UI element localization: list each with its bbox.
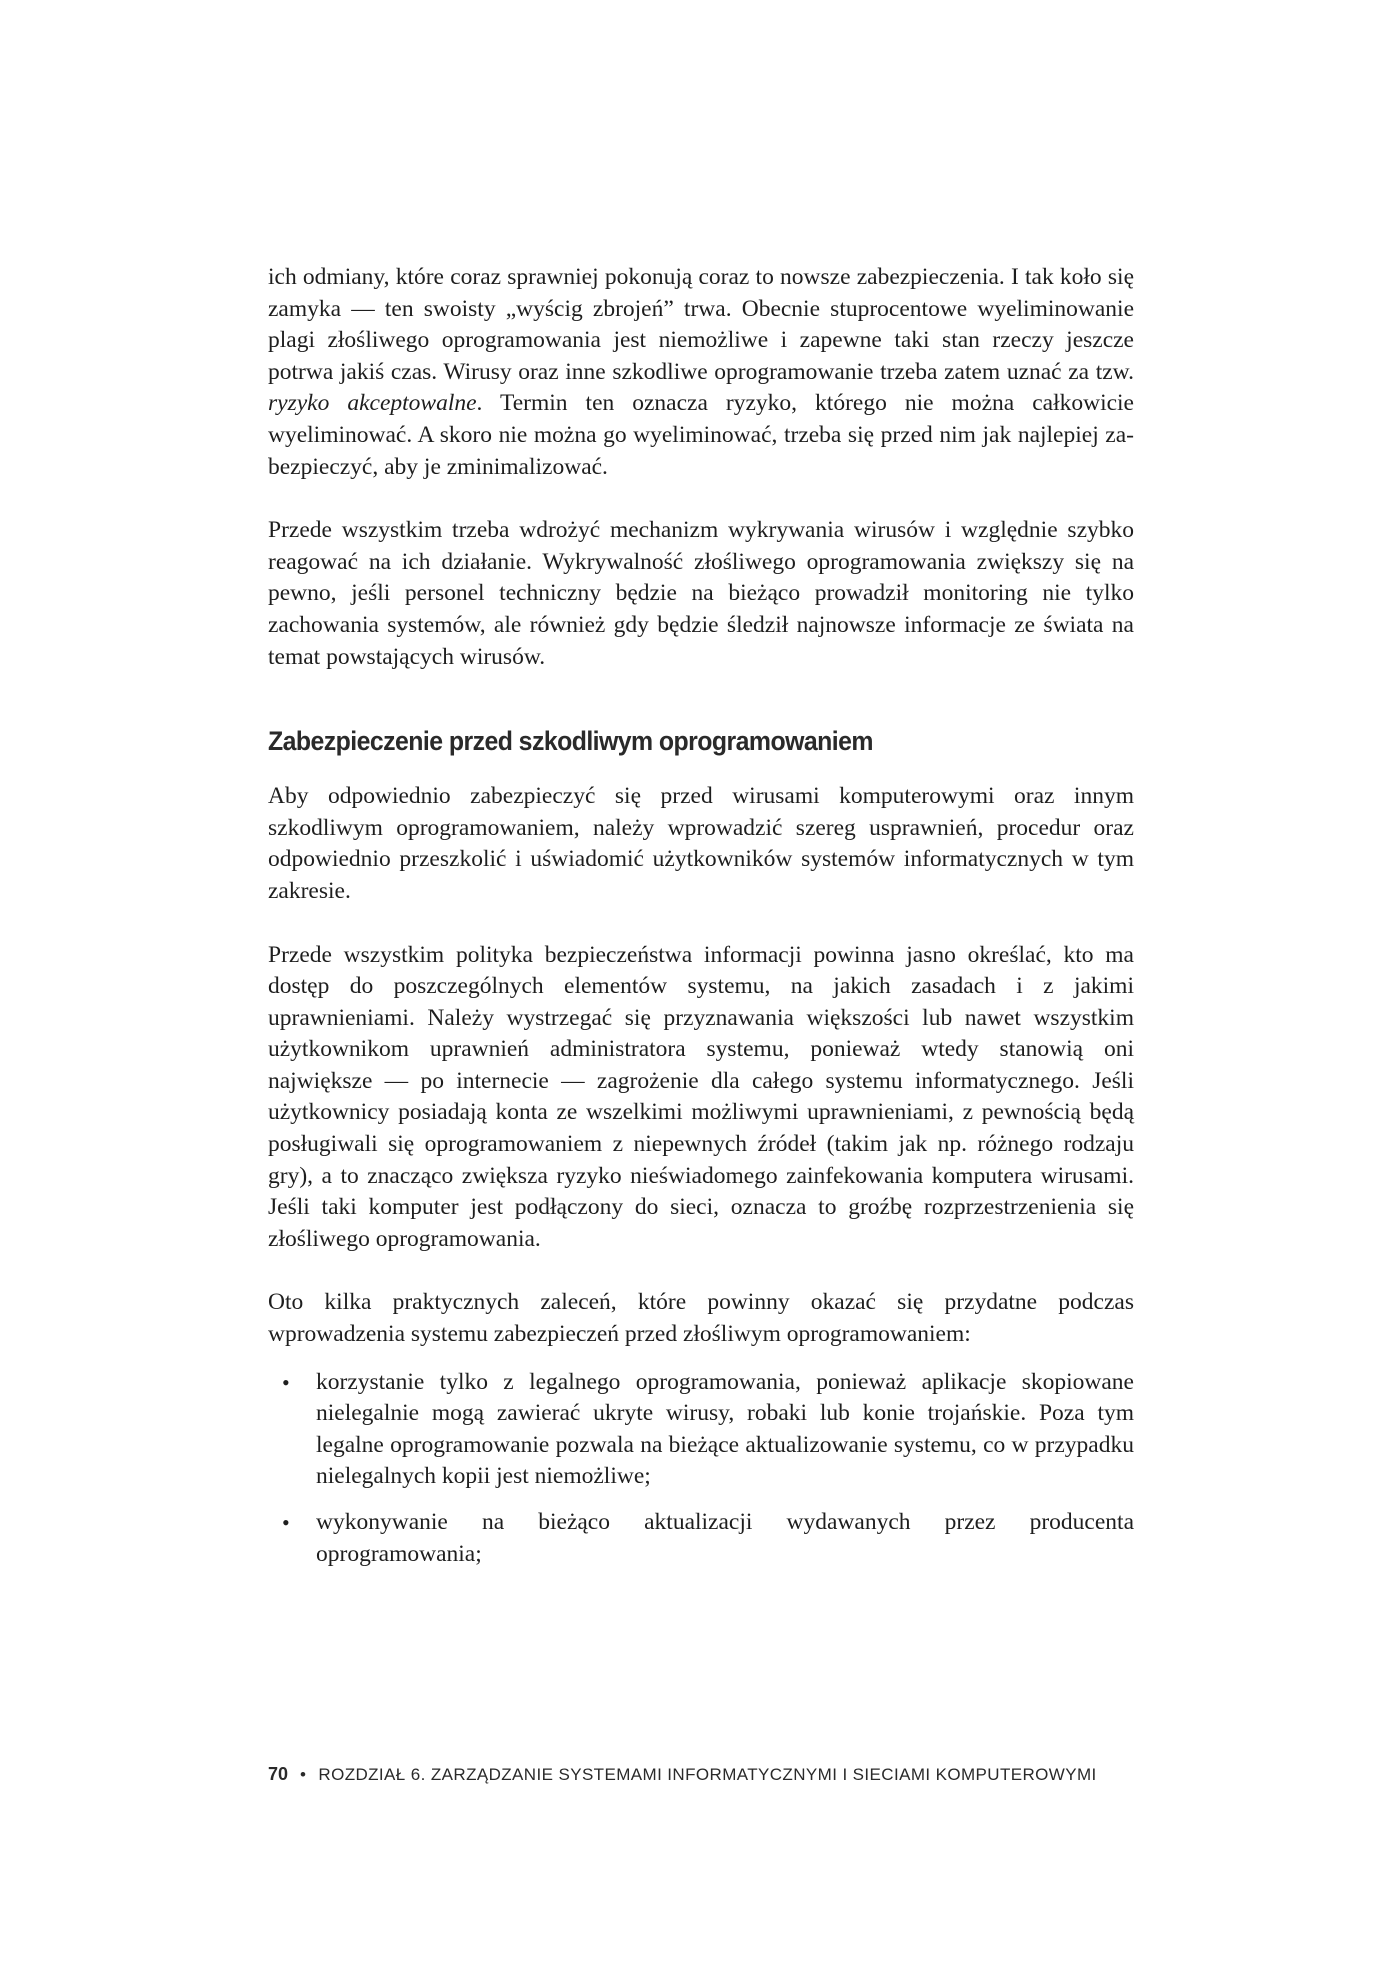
section-heading: Zabezpieczenie przed szkodliwym oprogramowaniem	[268, 726, 873, 757]
bullet-icon: •	[282, 1369, 290, 1395]
list-item	[268, 1507, 1134, 1570]
page-footer	[268, 1764, 1168, 1785]
paragraph-intro-1-emphasis: ryzyko akceptowalne	[268, 390, 477, 417]
paragraph-intro-1	[268, 262, 1134, 483]
paragraph-intro-1-text-after: . Termin ten oznacza ryzyko, którego nie można całkowicie wyeliminować. A skoro nie można go wyeliminować, trzeba się przed nim jak najlepiej zabezpieczyć, aby je zminimalizować.	[268, 390, 1134, 480]
section-paragraph-2: Przede wszystkim polityka bezpieczeństwa informacji powinna jasno określać, kto ma dostęp do poszczególnych elementów systemu, na jakich zasadach i z jakimi uprawnieniami. Należy wystrzegać się przyznawania większości lub nawet wszystkim użytkownikom uprawnień administratora systemu, ponieważ wtedy stanowią oni największe — po internecie — zagrożenie dla całego systemu informatycznego. Jeśli użytkownicy posiadają konta ze wszelkimi możliwymi uprawnieniami, z pewnością będą posługiwali się oprogramowaniem z niepewnych źródeł (takim jak np. różnego rodzaju gry), a to znacząco zwiększa ryzyko nieświadomego zainfekowania komputera wirusami. Jeśli taki komputer jest podłączony do sieci, oznacza to groźbę rozprzestrzenienia się złośliwego oprogramowania.	[268, 941, 1134, 1252]
paragraph-intro-2: Przede wszystkim trzeba wdrożyć mechanizm wykrywania wirusów i względnie szybko reagować na ich działanie. Wykrywalność złośliwego oprogramowania zwiększy się na pewno, jeśli personel techniczny będzie na bieżąco prowadził monitoring nie tylko zachowania systemów, ale również gdy będzie śledził najnowsze informacje ze świata na temat powstających wirusów.	[268, 517, 1134, 670]
page-body	[268, 262, 1134, 1584]
footer-separator-icon: •	[300, 1765, 307, 1784]
list-item-text: korzystanie tylko z legalnego oprogramowania, ponieważ aplikacje skopiowane nielegalnie mogą zawierać ukryte wirusy, robaki lub konie trojańskie. Poza tym legalne oprogramowanie pozwala na bieżące aktualizowanie systemu, co w przypadku nielegalnych kopii jest niemożliwe;	[316, 1368, 1134, 1490]
list-item-text: wykonywanie na bieżąco aktualizacji wydawanych przez producenta oprogramowania;	[316, 1509, 1134, 1567]
paragraph-intro-1-text-before: ich odmiany, które coraz sprawniej pokonują coraz to nowsze zabezpieczenia. I tak koło się zamyka — ten swoisty „wyścig zbrojeń” trwa. Obecnie stuprocentowe wyeliminowanie plagi złośliwego oprogramowania jest niemożliwe i zapewne taki stan rzeczy jeszcze potrwa jakiś czas. Wirusy oraz inne szkodliwe oprogramowanie trzeba zatem uznać za tzw.	[268, 264, 1134, 385]
chapter-title: ROZDZIAŁ 6. ZARZĄDZANIE SYSTEMAMI INFORMATYCZNYMI I SIECIAMI KOMPUTEROWYMI	[318, 1765, 1097, 1784]
recommendation-list	[268, 1367, 1134, 1571]
bullet-icon: •	[282, 1510, 290, 1535]
page-number: 70	[268, 1764, 289, 1784]
section-paragraph-3: Oto kilka praktycznych zaleceń, które powinny okazać się przydatne podczas wprowadzenia systemu zabezpieczeń przed złośliwym oprogramowaniem:	[268, 1289, 1134, 1348]
section-paragraph-1: Aby odpowiednio zabezpieczyć się przed wirusami komputerowymi oraz innym szkodliwym oprogramowaniem, należy wprowadzić szereg usprawnień, procedur oraz odpowiednio przeszkolić i uświadomić użytkowników systemów informatycznych w tym zakresie.	[268, 783, 1134, 904]
list-item	[268, 1367, 1134, 1493]
